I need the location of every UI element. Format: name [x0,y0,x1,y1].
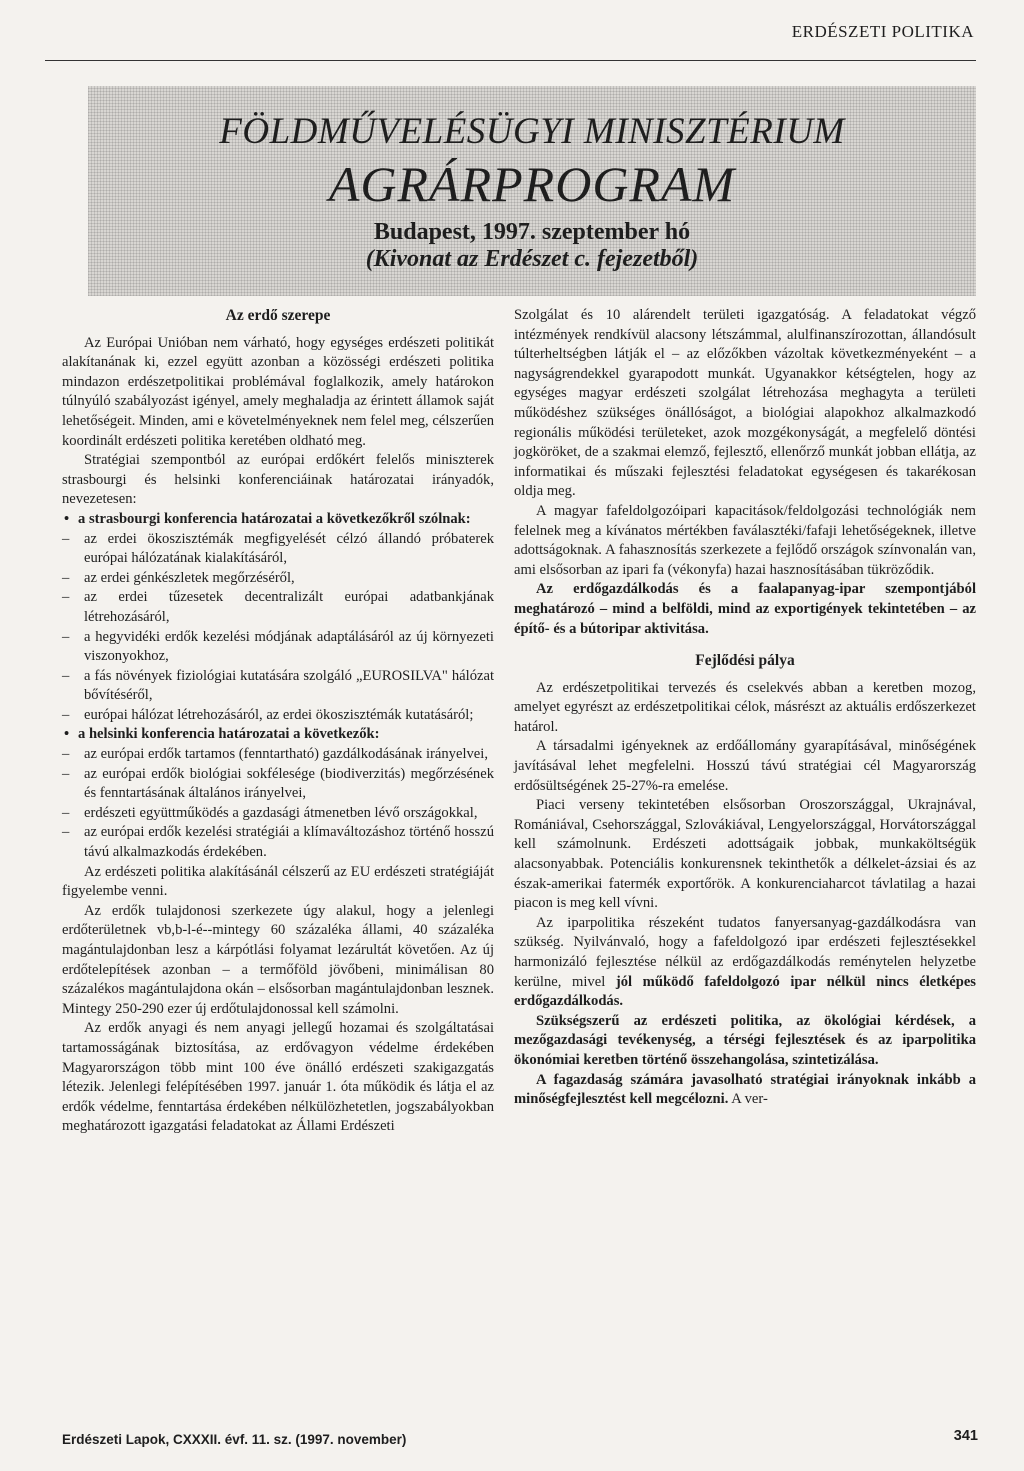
section-heading: Az erdő szerepe [225,307,331,324]
place-date: Budapest, 1997. szeptember hó [373,219,691,245]
ministry-title: FÖLDMŰVELÉSÜGYI MINISZTÉRIUM [219,111,845,152]
paragraph [514,1071,976,1110]
paragraph [514,914,976,1012]
paragraph-text: Az iparpolitika részeként tudatos fanyersanyag-gazdálkodásra van szükség. Nyilvánvaló, hogy a fafeldolgozó ipar erdészeti fejlesztésekkel harmonizáló fejlesztése nélkül az erdőgazdálkodás reménytelen helyzetbe kerülne, mivel [514,914,976,990]
header-rule [45,60,976,61]
paragraph: Az Európai Unióban nem várható, hogy egységes erdészeti politikát alakítanának ki, ezzel együtt azonban a közösségi erdészeti politika mindazon erdészetpolitikai problémával foglalkozik, amely határokon túlnyúló szabályozást igényel, amely meghaladja az érintett államok saját lehetőségeit. Minden, ami e követelményeknek nem felel meg, célszerűen koordinált erdészeti politika keretében oldható meg. [62,334,494,449]
spacer [514,639,976,651]
section-heading: Fejlődési pálya [695,652,795,670]
paragraph: Piaci verseny tekintetében elsősorban Oroszországgal, Ukrajnával, Romániával, Csehországgal, Szlovákiával, Lengyelországgal, Horvátországgal kell számolnunk. Erdészeti adottságaik jobbak, munkaköltségük alacsonyabbak. Potenciális konkurensnek tekinthetők a délkelet-ázsiai és az észak-amerikai fatermék exportőrök. A konkurenciaharcot távlatilag a hazai piacon is meg kell vívni. [514,797,976,912]
paragraph-emphasis: jól működő fafeldolgozó ipar nélkül nincs életképes erdőgazdálkodás. [514,973,976,1010]
page-number: 341 [953,1428,978,1444]
list-item-helsinki: • a helsinki konferencia határozatai a következők: [62,725,494,745]
list-item: – az európai erdők biológiai sokfélesége (biodiverzitás) megőrzésének és fenntartásának általános irányelvei, [62,765,494,804]
paragraph: Szolgálat és 10 alárendelt területi igazgatóság. A feladatokat végző intézmények rendkívül alacsony létszámmal, alulfinanszírozottan, állandósult túlterheltségben látják el – az előzőkben vázoltak következményeként – a nagyságrendekkel gyarapodott munkát. Ugyanakkor kétségtelen, hogy az egységes magyar erdészeti szolgálat létrehozása meghagyta a területi működéshez szükséges önállóságot, a biológiai alapokhoz alkalmazkodó regionális működési területeket, azok mozgékonyságát, a megfelelő döntési jogköröket, de a szakmai elemző, fejlesztő, ellenőrző munkát jobban ellátja, az informatikai és műszaki fejlesztési feladatokat egységesen és takarékosan oldja meg. [514,307,976,500]
list-item: – a fás növények fiziológiai kutatására szolgáló „EUROSILVA" hálózat bővítéséről, [62,667,494,706]
running-head: ERDÉSZETI POLITIKA [791,22,974,41]
paragraph: Az erdők anyagi és nem anyagi jellegű hozamai és szolgáltatásai tartamosságának biztosítása, az erdővagyon védelme érdekében Magyarországon több mint 100 éve önálló erdészeti szakigazgatás létezik. Jelenlegi felépítésében 1997. január 1. óta működik és látja el az erdők védelme, fenntartása érdekében nélkülözhetetlen, jogszabályokban meghatározott igazgatási feladatokat az Állami Erdészeti [62,1020,494,1135]
title-banner [88,86,976,296]
paragraph-emphasis: A fagazdaság számára javasolható stratégiai irányoknak inkább a minőségfejlesztést kell megcélozni. [514,1071,976,1108]
paragraph: Az erdészetpolitikai tervezés és cselekvés abban a keretben mozog, amelyet egyrészt az erdészetpolitikai célok, másrészt az aktuális erdőszerkezet határol. [514,679,976,735]
list-item: – az európai erdők kezelési stratégiái a klímaváltozáshoz történő hosszú távú alkalmazkodás érdekében. [62,823,494,862]
excerpt-note: (Kivonat az Erdészet c. fejezetből) [365,246,699,272]
paragraph-text: A ver- [728,1091,768,1108]
list-item: – erdészeti együttműködés a gazdasági átmenetben lévő országokkal, [62,804,494,824]
journal-citation: Erdészeti Lapok, CXXXII. évf. 11. sz. (1997. november) [62,1432,407,1447]
list-item: – a hegyvidéki erdők kezelési módjának adaptálásáról az új környezeti viszonyokhoz, [62,628,494,667]
right-column [514,306,976,1110]
paragraph-bold: Az erdőgazdálkodás és a faalapanyag-ipar szempontjából meghatározó – mind a belföldi, mind az exportigények tekintetében – az építő- és a bútoripar aktivitása. [514,581,976,637]
paragraph: Az erdők tulajdonosi szerkezete úgy alakul, hogy a jelenlegi erdőterületnek vb,b-l-é--mintegy 60 százaléka állami, 40 százaléka magántulajdonban lesz a kárpótlási folyamat lezárultát követően. Az új erdőtelepítések azonban – a termőföld jövőbeni, minimálisan 80 százalékos magántulajdona okán – elsősorban magántulajdonban lesznek. Mintegy 250-290 ezer új erdőtulajdonossal kell számolni. [62,902,494,1017]
list-item: – az erdei tűzesetek decentralizált európai adatbankjának létrehozásáról, [62,588,494,627]
paragraph-bold: Szükségszerű az erdészeti politika, az ökológiai kérdések, a mezőgazdasági tevékenység, a térségi fejlesztések és az iparpolitika ökonómiai keretben történő összehangolása, szintetizálása. [514,1012,976,1068]
paragraph: A társadalmi igényeknek az erdőállomány gyarapításával, minőségének javításával lehet megfelelni. Hosszú távú stratégiai cél Magyarország erdősültségének 25-27%-ra emelése. [514,738,976,794]
list-item: – az erdei génkészletek megőrzéséről, [62,569,494,589]
list-item-strasbourg: • a strasbourgi konferencia határozatai a következőkről szólnak: [62,510,494,530]
list-item: – az európai erdők tartamos (fenntartható) gazdálkodásának irányelvei, [62,745,494,765]
paragraph: Stratégiai szempontból az európai erdőkért felelős miniszterek strasbourgi és helsinki konferenciáinak határozatai irányadók, nevezetesen: [62,452,494,508]
conference-list [62,510,494,863]
paragraph: A magyar fafeldolgozóipari kapacitások/feldolgozási technológiák nem felelnek meg a kívánatos mértékben faválasztéki/fafaji lehetőségeknek, illetve adottságoknak. A fahasznosítás szerkezete a fejlődő országok színvonalán van, ami elsősorban az ipari fa (vékonyfa) hazai hasznosításában tükröződik. [514,502,976,578]
left-column [62,306,494,1137]
paragraph: Az erdészeti politika alakításánál célszerű az EU erdészeti stratégiáját figyelembe venni. [62,863,494,900]
program-title: AGRÁRPROGRAM [328,156,736,212]
list-item: – európai hálózat létrehozásáról, az erdei ökoszisztémák kutatásáról; [62,706,494,726]
list-item: – az erdei ökoszisztémák megfigyelését célzó állandó próbaterek európai hálózatának kialakításáról, [62,530,494,569]
